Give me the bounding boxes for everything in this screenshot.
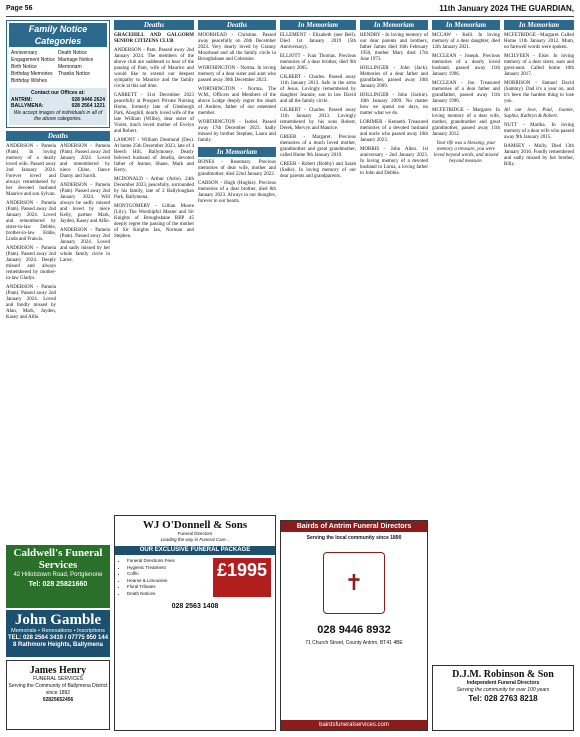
memoriam-notice: MORRISON - Samuel David (Sammy). Dad it's a year on, and it's been the hardest thing to lose you.	[504, 81, 574, 104]
column-4	[280, 20, 356, 515]
memoriam-notice: LORIMER - Kenneth. Treasured memories of a devoted husband and uncle who passed away 10th January 2023.	[360, 120, 428, 143]
category-item: Birth Notice	[11, 64, 37, 70]
death-notice: ANDERSON - Pam. Passed away 2nd January 2024. The members of the above club are saddened to hear of the passing of Pam, wife of Maurice and would like to extend our deepest sympathy to Maurice and the family circle at this sad time.	[114, 48, 194, 89]
caldwells-name: Caldwell's Funeral Services	[13, 547, 103, 571]
memoriam-notice: MCILVEEN - Elsie. In loving memory of a dear sister, aunt and great-aunt. Called home 10th January 2017.	[504, 54, 574, 77]
james-henry-line: Serving the Community of Ballymena District since 1892	[8, 683, 108, 696]
deaths-subcolumns	[6, 144, 110, 324]
family-notices-box	[6, 20, 110, 128]
category-item: Thanks Notice	[58, 71, 90, 77]
john-gamble-services: Memorials • Renovations • Inscriptions	[11, 628, 105, 634]
issue-date: 11th January 2024 THE GUARDIAN,	[439, 4, 574, 13]
section-header-in-memoriam: In Memoriam	[432, 20, 500, 30]
wj-items	[119, 558, 209, 597]
wj-package	[115, 558, 275, 597]
cross-icon: ✝	[323, 552, 385, 614]
memoriam-notice: GILBERT - Charles. Passed away 11th January 2013. Lovingly remembered by his sons Robert, Derek, Mervyn and Maurice.	[280, 108, 356, 131]
category-item: Birthday Memories	[11, 71, 53, 77]
wj-odonnell-ad	[114, 515, 276, 731]
wj-item: • Death Notices	[127, 591, 209, 598]
bairds-website: bairdsfuneralservices.com	[281, 720, 427, 730]
category-item: Marriage Notice	[58, 57, 94, 63]
james-henry-ad	[6, 660, 110, 730]
memoriam-notice: MCCLEAN - Joe. Treasured memories of a dear father and grandfather, passed away 11th January 1996.	[432, 81, 500, 104]
section-header-in-memoriam: In Memoriam	[504, 20, 574, 30]
death-notice: ANDERSON - Pamela (Pam). Passed away 2nd January 2024. Loved and fondly missed by Alan, Mark, Jayden, Kasey and Alfie.	[6, 284, 56, 320]
memoriam-notice: MCFETRIDGE - Margaret. Called Home 11th January 2012. Mum, no farewell words were spoken.	[504, 33, 574, 50]
death-notice: WORTHINGTON - Norma. The W.M., Officers and Members of the above Lodge deeply regret the death of Andrew, father of our esteemed member.	[198, 87, 276, 116]
djm-sub: Independent Funeral Directors	[466, 680, 540, 686]
wj-item: • Floral Tributes	[127, 584, 209, 591]
memoriam-notice: MCFETRIDGE - Margaret. In loving memory of a dear wife, mother, grandmother and great grandmother, passed away 11th January 2012.	[432, 108, 500, 137]
death-notice: MOORHEAD - Christine. Passed away peacefully on 26th December 2023. Very dearly loved by Granny Moorhead and all the family circle in Broughshane and Coleraine.	[198, 33, 276, 62]
death-notice: ANDERSON - Pamela (Pam). In loving memory of a dearly loved wife. Passed away 2nd January 2024. Forever loved and always remembered by her devoted husband Maurice and son Sylvan.	[6, 143, 56, 197]
memoriam-notice: Your life was a blessing, your memory a treasure, you were loved beyond words, and missed beyond measure.	[433, 141, 499, 164]
death-notice: ANDERSON - Pamela (Pam). Passed away 2nd January 2024. Loved and remembered by sister-in-law Debbie, brother-in-law Eddie, Linda and Francis.	[6, 200, 56, 242]
wj-price: £1995	[213, 558, 271, 597]
djm-line: Serving the community for over 100 years	[456, 687, 550, 693]
memoriam-notice: GILBERT - Charles. Passed away 11th January 2013. Safe in the arms of Jesus. Lovingly remembered by daughter Jeannie, son in law David and all the family circle.	[280, 75, 356, 104]
death-notice: ANDERSON - Pamela (Pam). Passed away 2nd January 2024. Loved and remembered by niece Chloe, fiance Danny and Sarrdi.	[60, 143, 110, 179]
death-notice: WORTHINGTON - Isobel. Passed away 17th December 2023. Sadly missed by brother Stephen, Laura and family.	[198, 120, 276, 143]
bairds-title: Bairds of Antrim Funeral Directors	[281, 521, 427, 532]
page-number: Page 56	[6, 5, 33, 12]
james-henry-name: James Henry	[29, 665, 87, 676]
section-header-in-memoriam: In Memoriam	[198, 147, 276, 157]
death-notice: ANDERSON - Pamela (Pam). Passed away 2nd January 2024. Will always be sadly missed and loved by niece Kelly, partner Mark, Jayden, Kasey and Alfie.	[60, 182, 110, 224]
memoriam-notice: HOLLINGER - John (Jackie). 10th January 2009. No matter how we spend our days, no matter what we do.	[360, 93, 428, 116]
section-header-deaths: Deaths	[114, 20, 194, 30]
caldwells-ad	[6, 545, 110, 608]
section-header-in-memoriam: In Memoriam	[360, 20, 428, 30]
james-henry-sub: FUNERAL SERVICES	[33, 676, 83, 682]
column-5	[360, 20, 428, 710]
memoriam-notice: CARSON - Hugh (Hughie). Precious memories of a dear brother, died 8th January 2023. Always in our thoughts, forever in our hearts.	[198, 181, 276, 204]
memoriam-notice: HENDRY - In loving memory of our dear parents and brothers, father James died 16th February 1958, mother Mary died 17th June 1973.	[360, 33, 428, 62]
death-notice: ANDERSON - Pamela (Pam). Passed away 2nd January 2024. Deeply missed and always remembered by mother-in-law Gladys.	[6, 245, 56, 281]
wj-phone: 028 2563 1408	[171, 603, 219, 610]
category-item: Memoriam	[58, 64, 82, 70]
wj-name: WJ O'Donnell & Sons	[142, 519, 248, 531]
death-notice: WORTHINGTON - Norma. In loving memory of a dear sister and aunt who passed away 30th December 2023.	[198, 66, 276, 83]
category-item: Birthday Wishes	[11, 78, 48, 84]
death-notice: ANDERSON - Pamela (Pam). Passed away 2nd January 2024. Loved and sadly missed by her whole family circle in Larne.	[60, 227, 110, 263]
column-3	[198, 20, 276, 515]
wj-item: • Hygienic Treatment	[127, 565, 209, 572]
memoriam-notice: MCCLEAN - Joseph. Precious memories of a dearly loved husband, passed away 11th January 1996.	[432, 54, 500, 77]
memoriam-notice: GREER - Margaret. Precious memories of a much loved mother, grandmother and great grandmother, called Home 9th January 2019.	[280, 135, 356, 158]
section-header-in-memoriam: In Memoriam	[280, 20, 356, 30]
wj-package-bar: OUR EXCLUSIVE FUNERAL PACKAGE	[115, 546, 275, 555]
wj-item: • Coffin	[127, 571, 209, 578]
memoriam-notice: BONES - Rosemary. Precious memories of dear wife, mother and grandmother, died 22nd January 2022.	[198, 160, 276, 177]
djm-robinson-ad	[432, 665, 574, 731]
djm-phone: Tel: 028 2763 8218	[468, 694, 538, 703]
category-item: Engagement Notice	[11, 57, 55, 63]
memoriam-notice: ELLIOTT - Ivan Thomas. Precious memories of a dear brother, died 9th January 2005.	[280, 54, 356, 71]
memoriam-notice: ELLEMENT - Elizabeth (nee Bell). Died 1st January 2019 (5th Anniversary).	[280, 33, 356, 50]
john-gamble-phone: TEL: 028 2564 3419 / 07775 950 144	[7, 635, 109, 641]
contact-note: We accept images of individuals in all of the above categories.	[13, 109, 103, 122]
memoriam-notice: GREER - Robert (Bobby) and Sarah (Sadie). In loving memory of our dear parents and grandparents.	[280, 162, 356, 179]
death-notice: MCDONALD - Arthur (Artie). 24th December 2023, peacefully, surrounded by his family, late of 2 Ballyloughan Park, Ballymena.	[114, 177, 194, 200]
memoriam-notice: NUTT - Martha. In loving memory of a dear wife who passed away 9th January 2015.	[504, 123, 574, 140]
column-7	[504, 20, 574, 660]
contact-box	[9, 88, 107, 125]
bairds-phone: 028 9446 8932	[317, 624, 391, 636]
section-header-deaths: Deaths	[198, 20, 276, 30]
memoriam-notice: All our love, Paul, Joanne, Sophia, Kathryn & Robert.	[504, 108, 574, 119]
john-gamble-address: 8 Rathmore Heights, Ballymena	[12, 642, 104, 648]
category-item: Death Notice	[58, 50, 87, 56]
section-header-deaths: Deaths	[6, 131, 110, 141]
john-gamble-ad	[6, 610, 110, 657]
death-notice: MONTGOMERY - Lillian Moore (Lily). The Worshipful Master and Sir Knights of Broughshane RBP 45 deeply regret the passing of the mother of Sir Knights Ian, Norman and Stephen.	[114, 204, 194, 239]
bairds-address: 71 Church Street, County Antrim, BT41 4BE	[305, 640, 403, 646]
memoriam-notice: RAMSEY - Molly. Died 13th January 2016. Fondly remembered and sadly missed by her brother, Billy.	[504, 144, 574, 167]
djm-name: D.J.M. Robinson & Son	[452, 669, 554, 680]
category-list	[11, 50, 105, 85]
memoriam-notice: MORRIS - John Allen. 1st anniversary - 2nd January 2023. In loving memory of a devoted husband to Lorna, a loving father to John and Debbie.	[360, 147, 428, 176]
death-notice: GARRETT - 31st December 2023 peacefully at Prospect Private Nursing Home, formerly late of Glenburgh Park, Ahoghill, dearly loved wife of the late William (Willie), dear sister of Violet, much loved mother of Evelyn and Robert.	[114, 93, 194, 134]
death-notice: GRACEHILL AND GALGORM SENIOR CITIZENS CLUB	[114, 33, 194, 44]
office-row: ANTRIM: 028 9446 2624	[11, 96, 105, 103]
column-6	[432, 20, 500, 660]
john-gamble-name: John Gamble	[14, 612, 102, 628]
wj-sub: Funeral Directors	[177, 531, 213, 536]
wj-item: • Hearse & Limousine	[127, 578, 209, 585]
memoriam-notice: MCCAW - Kelli. In loving memory of a dear daughter, died 12th January 2021.	[432, 33, 500, 50]
wj-tagline: Leading the way in Funeral Care...	[160, 537, 230, 542]
james-henry-phone: 02825652456	[42, 697, 74, 703]
wj-item: • Funeral Directions Fees	[127, 558, 209, 565]
column-2	[114, 20, 194, 515]
bairds-sub: Serving the local community since 1890	[306, 535, 402, 541]
category-item: Anniversary	[11, 50, 38, 56]
memoriam-notice: HOLLINGER - John (Jack). Memories of a dear father and grandfather, passed away 10th January 2009.	[360, 66, 428, 89]
page-header	[6, 4, 574, 17]
contact-heading: Contact our Offices at:	[31, 90, 85, 96]
caldwells-address: 42 Hillotstown Road, Portglenone	[13, 572, 103, 578]
caldwells-phone: Tel: 028 25821660	[28, 581, 88, 588]
office-row: BALLYMENA: 028 2564 1221	[11, 103, 105, 109]
family-notices-title: Family Notice Categories	[9, 23, 107, 47]
death-notice: LAMONT - William Desmond (Des). At home 25th December 2023, late of 4 Beech Hill, Ballymoney. Dearly beloved husband of Jenella, devoted father of Jeanne, Shane, Mark and Kerry.	[114, 138, 194, 173]
